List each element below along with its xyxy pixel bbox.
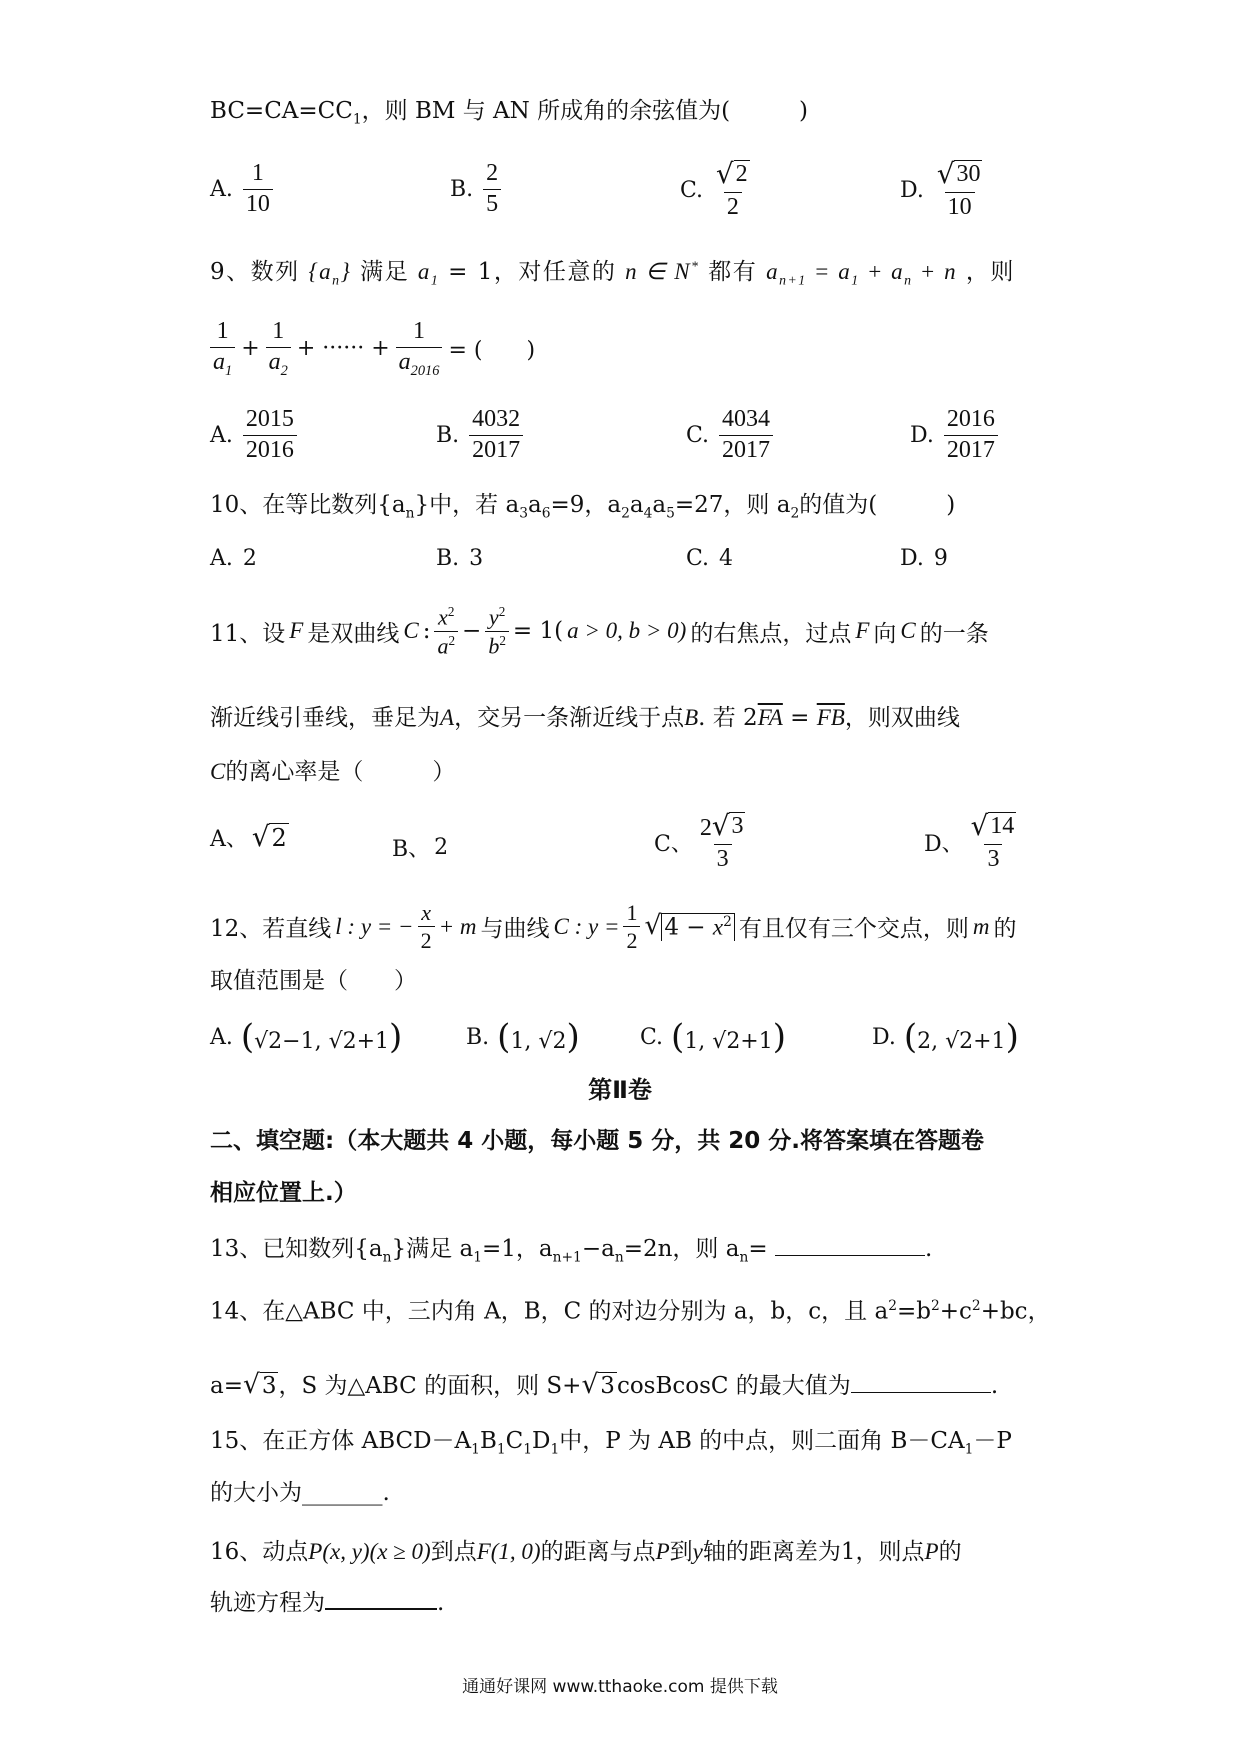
q11-stem-line3: C的离心率是（ ） — [210, 759, 456, 785]
q10-option-c: C. 4 — [686, 546, 734, 571]
q11-option-a: A、 √ 2 — [210, 820, 287, 853]
q9-option-d: D. $\frac{2016}{2017}$ — [910, 406, 998, 464]
q11-option-d: D、 √ 14 3 — [924, 809, 1015, 872]
section-instructions-line1: 二、填空题:（本大题共 4 小题，每小题 5 分，共 20 分.将答案填在答题卷 — [210, 1128, 984, 1154]
q15-line2: 的大小为_______. — [210, 1480, 390, 1506]
q9-stem: 9、数列 $\{a_n\}$ 满足 $a_1 = 1$，对任意的 n ∈ N* 都有 $a_{n+1} = a_1 + a_n + n$ ，则 — [210, 258, 1015, 288]
q12-option-b: B. (1, √2) — [466, 1017, 580, 1057]
section-instructions-line2: 相应位置上.） — [210, 1180, 357, 1206]
q14-line1: 14、在△ABC 中，三内角 A，B，C 的对边分别为 a，b，c，且 $a^2=b^2+c^2+bc$， — [210, 1298, 1051, 1325]
q10-option-a: A. 2 — [210, 546, 257, 571]
q9-sum: $\frac{1}{a_1}$ + $\frac{1}{a_2}$ + ······ + $\frac{1}{a_{2016}}$ = ( ) — [210, 318, 535, 379]
q11-option-c: C、 2 √ 3 3 — [654, 809, 744, 872]
q12-stem-line1: 12、若直线 l : y = − $\frac{x}{2}$ + m 与曲线 C : y = $\frac{1}{2}$ √ $4 - x^2$ 有且仅有三个交点，则 m 的 — [210, 900, 1017, 954]
q11-option-b: B、 2 — [392, 835, 449, 862]
q9-option-b: B. $\frac{4032}{2017}$ — [436, 406, 523, 464]
q8-stem: $BC=CA=CC_1$，则 BM 与 AN 所成角的余弦值为( ) — [210, 98, 809, 128]
q8-option-d: D. √ 30 10 — [900, 157, 981, 220]
q14-answer-blank[interactable] — [851, 1392, 991, 1393]
q8-option-b: B. $\frac{2}{5}$ — [450, 160, 501, 218]
q10-option-d: D. 9 — [900, 546, 948, 571]
q9-option-c: C. $\frac{4034}{2017}$ — [686, 406, 773, 464]
q11-stem-line1: 11、设 F 是双曲线 C : $\frac{x^2}{a^2}$ − $\frac{y^2}{b^2}$ = 1( a > 0, b > 0) 的右焦点，过点 F 向 C 的一条 — [210, 604, 989, 658]
q13-answer-blank[interactable] — [775, 1255, 925, 1256]
footer-text: 通通好课网 www.tthaoke.com 提供下载 — [462, 1677, 778, 1697]
q13: 13、已知数列$\{a_n\}$满足 $a_1=1$，$a_{n+1}-a_n=2n$，则 $a_n=$ . — [210, 1236, 933, 1266]
q9-option-a: A. $\frac{2015}{2016}$ — [210, 406, 297, 464]
q14-line2: a= √ 3 ，S 为△ABC 的面积，则 S+ √ 3 cosBcosC 的最大值为 . — [210, 1369, 999, 1400]
q11-stem-line2: 渐近线引垂线，垂足为A，交另一条渐近线于点B. 若 $2\overline{FA} = \overline{FB}$，则双曲线 — [210, 705, 960, 731]
section-heading: 第Ⅱ卷 — [588, 1076, 652, 1104]
q16-line2: 轨迹方程为 . — [210, 1590, 445, 1616]
q12-stem-line2: 取值范围是（ ） — [210, 968, 417, 994]
q12-option-c: C. (1, √2+1) — [640, 1017, 787, 1057]
q16-line1: 16、动点P(x, y)(x ≥ 0)到点F(1, 0)的距离与点P到y轴的距离差为1，则点P的 — [210, 1539, 962, 1565]
q16-answer-blank[interactable] — [325, 1608, 437, 1610]
q10-option-b: B. 3 — [436, 546, 484, 571]
q10-stem: 10、在等比数列$\{a_n\}$中，若 $a_3a_6=9$，$a_2a_4a_5=27$，则 $a_2$的值为( ) — [210, 492, 956, 522]
q8-option-c: C. √ 2 2 — [680, 157, 748, 220]
q12-option-d: D. (2, √2+1) — [872, 1017, 1019, 1057]
q15-line1: 15、在正方体 $ABCD-A_1B_1C_1D_1$中，P 为 AB 的中点，则二面角 $B-CA_1-P$ — [210, 1428, 1012, 1458]
q12-option-a: A. (√2−1, √2+1) — [210, 1017, 403, 1057]
q8-option-a: A. $\frac{1}{10}$ — [210, 160, 273, 218]
